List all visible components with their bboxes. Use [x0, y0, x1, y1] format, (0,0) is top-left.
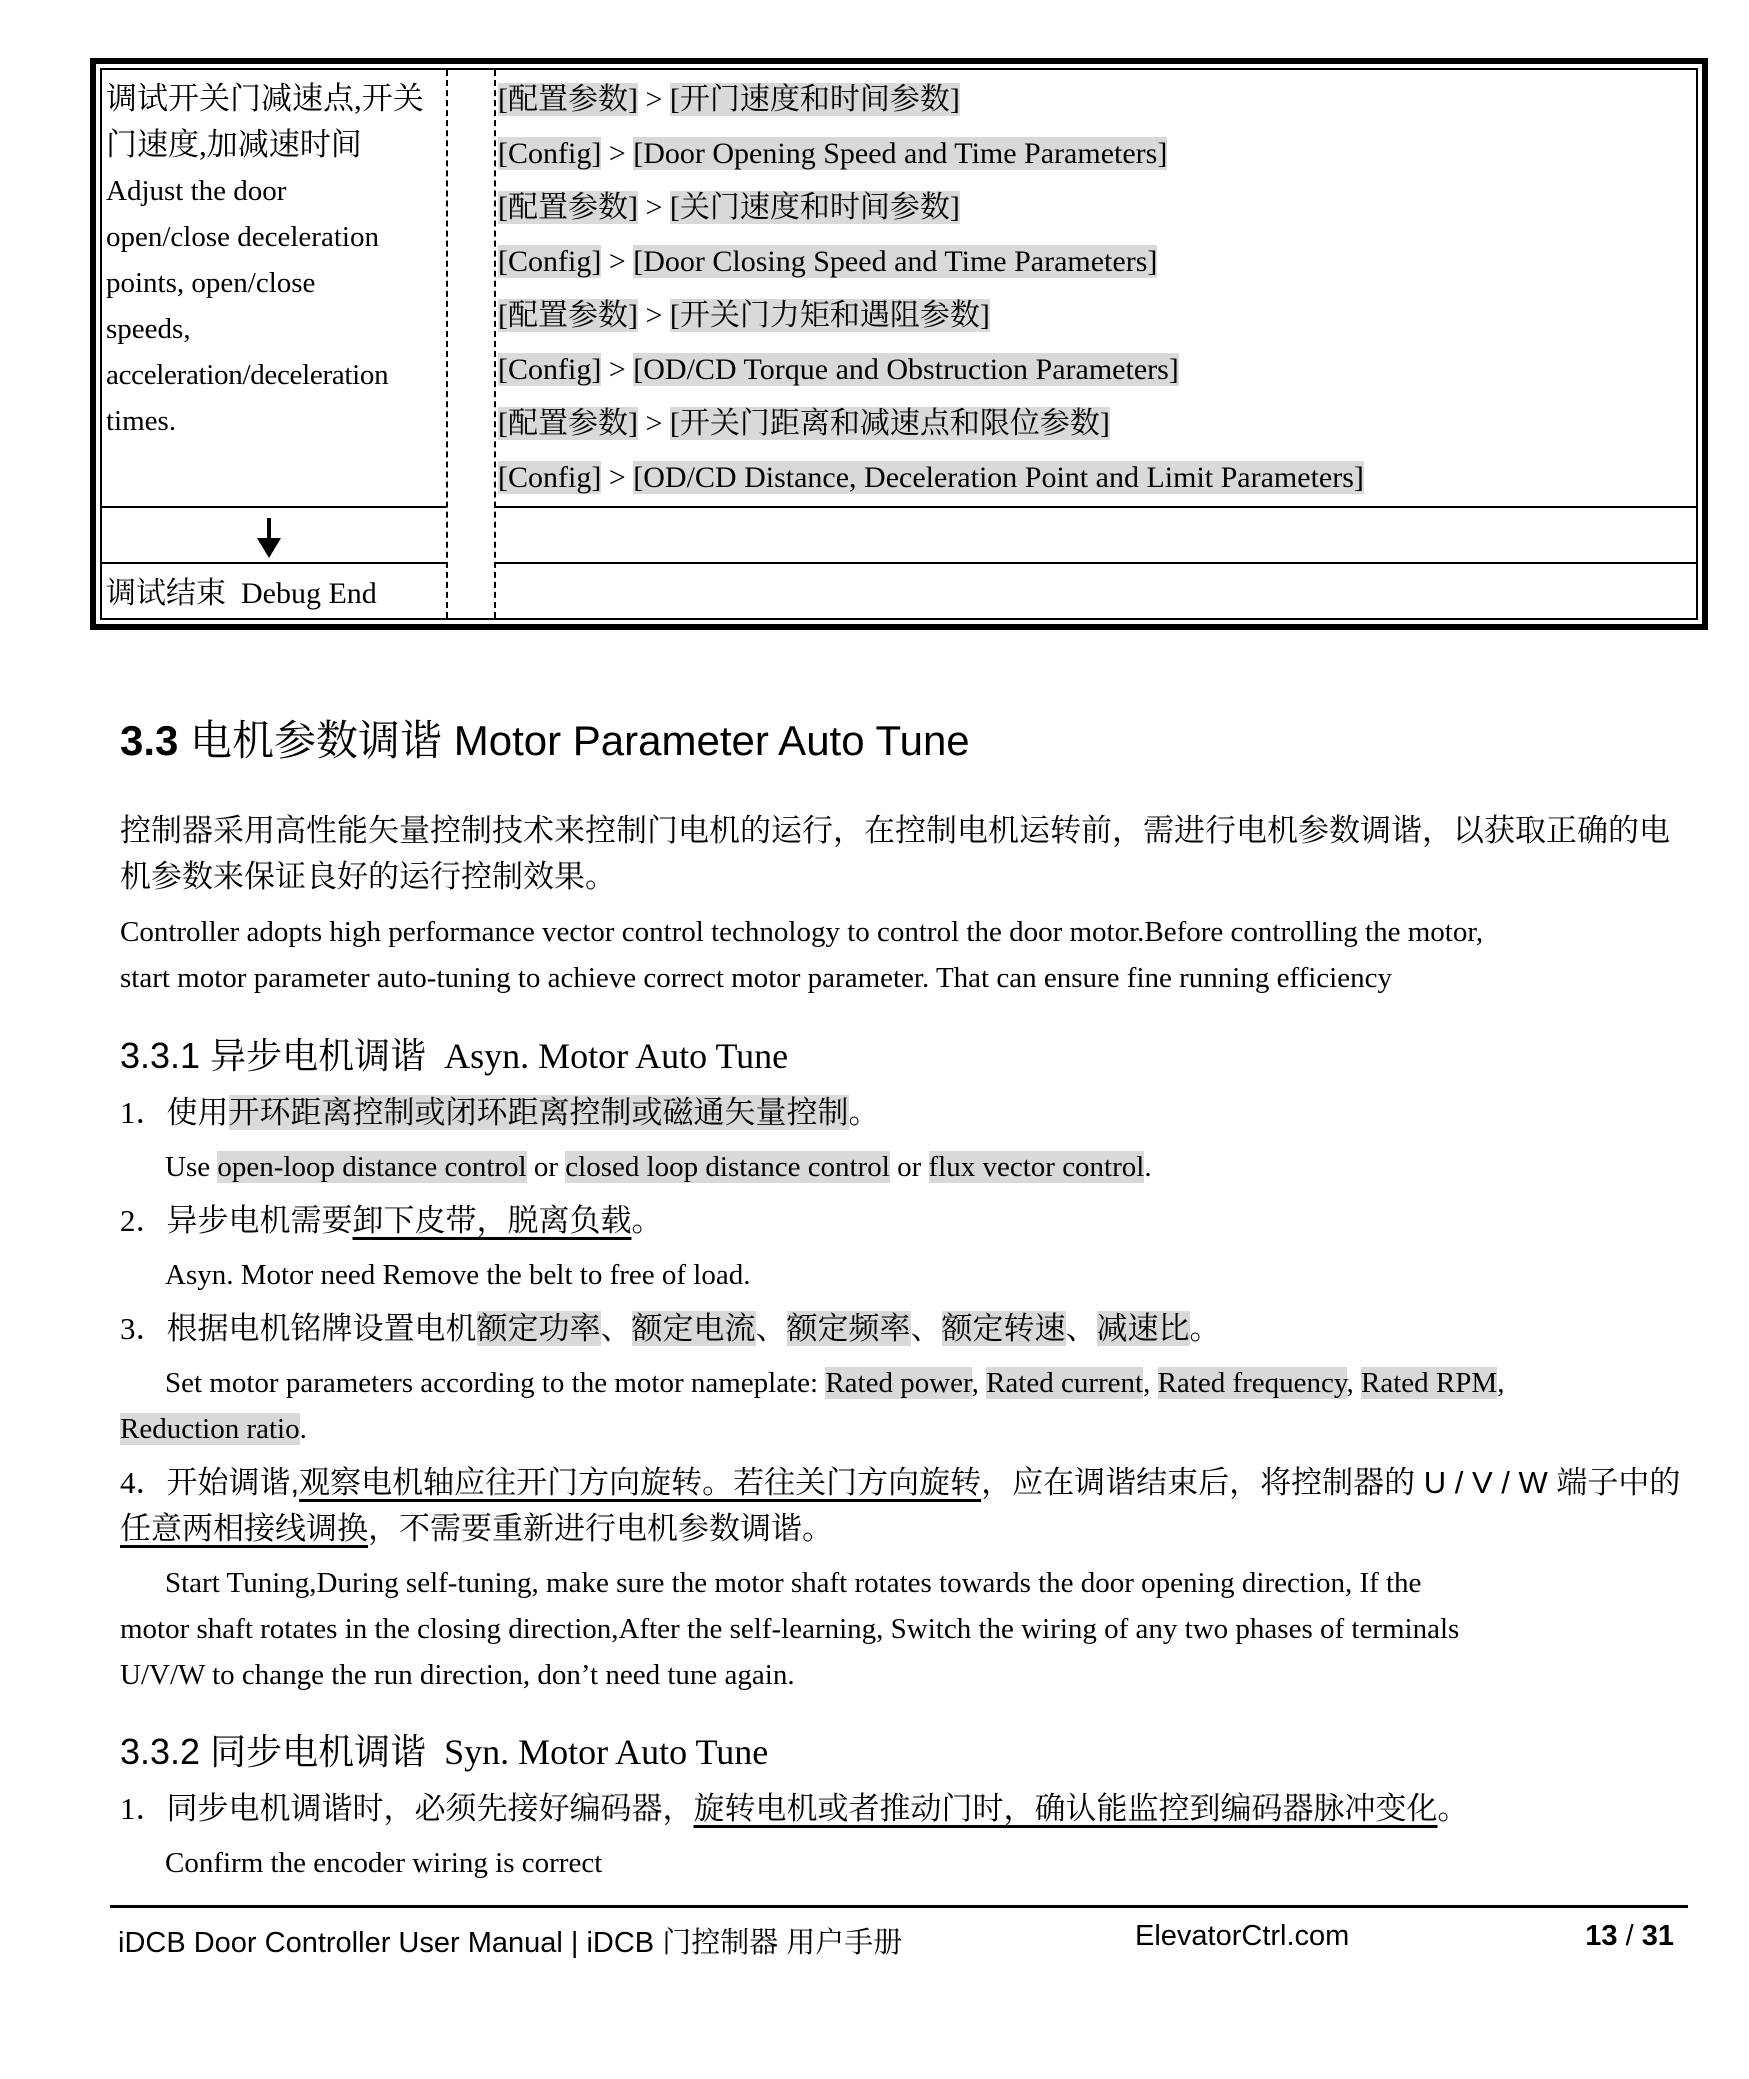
step-en-line: open/close deceleration — [106, 221, 379, 253]
step-description-cell — [106, 76, 446, 444]
asyn-step-4-cn: 4．开始调谐,观察电机轴应往开门方向旋转。若往关门方向旋转，应在调谐结束后，将控制器的 U / V / W 端子中的 任意两相接线调换，不需要重新进行电机参数调谐。 — [120, 1465, 1681, 1546]
section-3-3-1-heading: 3.3.1 异步电机调谐 Asyn. Motor Auto Tune — [120, 1035, 789, 1076]
parameter-path-list — [498, 74, 1686, 506]
step-en-line: times. — [106, 405, 177, 437]
procedure-table-inner — [100, 68, 1698, 620]
step-en-line: acceleration/deceleration — [106, 359, 389, 391]
footer-website: ElevatorCtrl.com — [1135, 1920, 1350, 1952]
debug-end-label: 调试结束 Debug End — [106, 577, 377, 610]
syn-step-1-cn: 1．同步电机调谐时，必须先接好编码器，旋转电机或者推动门时，确认能监控到编码器脉冲变化。 — [120, 1791, 1469, 1826]
section-3-3-en-paragraph: Controller adopts high performance vector control technology to control the door motor.Before controlling the motor, start motor parameter auto-tuning to achieve correct motor parameter. That can ensure fine running efficiency — [120, 916, 1484, 994]
asyn-step-2-cn: 2．异步电机需要卸下皮带，脱离负载。 — [120, 1203, 663, 1238]
asyn-step-2-en: Asyn. Motor need Remove the belt to free of load. — [165, 1259, 751, 1291]
param-path-row: [Config] > [OD/CD Distance, Deceleration Point and Limit Parameters] — [498, 461, 1364, 494]
section-3-3-cn-paragraph: 控制器采用高性能矢量控制技术来控制门电机的运行，在控制电机运转前，需进行电机参数调谐，以获取正确的电 机参数来保证良好的运行控制效果。 — [120, 813, 1670, 894]
column-divider-1 — [446, 70, 448, 618]
asyn-step-1-en: Use open-loop distance control or closed loop distance control or flux vector control. — [165, 1151, 1152, 1183]
step-cn-line: 调试开关门减速点,开关 — [106, 81, 424, 116]
footer-rule — [110, 1905, 1688, 1908]
param-path-row: [Config] > [OD/CD Torque and Obstruction Parameters] — [498, 353, 1179, 386]
syn-step-1-en: Confirm the encoder wiring is correct — [165, 1847, 603, 1879]
column-divider-2 — [494, 70, 496, 618]
step-en-line: Adjust the door — [106, 175, 287, 207]
arrow-down-icon — [254, 516, 284, 560]
param-path-row: [Config] > [Door Closing Speed and Time Parameters] — [498, 245, 1158, 278]
param-path-row: [配置参数] > [关门速度和时间参数] — [498, 191, 960, 224]
row-divider-right-1 — [494, 506, 1696, 508]
param-path-row: [配置参数] > [开门速度和时间参数] — [498, 83, 960, 116]
step-en-line: speeds, — [106, 313, 191, 345]
asyn-step-3-en: Set motor parameters according to the motor nameplate: Rated power, Rated current, Rated frequency, Rated RPM, Reduction ratio. — [120, 1367, 1505, 1445]
row-divider-right-2 — [494, 562, 1696, 564]
asyn-step-3-cn: 3．根据电机铭牌设置电机额定功率、额定电流、额定频率、额定转速、减速比。 — [120, 1311, 1221, 1346]
section-3-3-2-heading: 3.3.2 同步电机调谐 Syn. Motor Auto Tune — [120, 1731, 769, 1772]
step-cn-line: 门速度,加减速时间 — [106, 127, 362, 162]
footer-manual-title: iDCB Door Controller User Manual | iDCB 门控制器 用户手册 — [118, 1927, 903, 1959]
footer-page-number: 13 / 31 — [1585, 1920, 1674, 1952]
row-divider-left-1 — [102, 506, 446, 508]
section-3-3-heading: 3.3 电机参数调谐 Motor Parameter Auto Tune — [120, 717, 970, 764]
asyn-step-4-en: Start Tuning,During self-tuning, make sure the motor shaft rotates towards the door opening direction, If the motor shaft rotates in the closing direction,After the self-learning, Switch the wiring of any two phases of terminals U/V/W to change the run direction, don’t need tune again. — [120, 1567, 1460, 1691]
asyn-step-1-cn: 1．使用开环距离控制或闭环距离控制或磁通矢量控制。 — [120, 1095, 880, 1130]
param-path-row: [配置参数] > [开关门距离和减速点和限位参数] — [498, 407, 1110, 440]
procedure-table — [90, 58, 1708, 630]
param-path-row: [Config] > [Door Opening Speed and Time Parameters] — [498, 137, 1168, 170]
row-divider-left-2 — [102, 562, 446, 564]
param-path-row: [配置参数] > [开关门力矩和遇阻参数] — [498, 299, 990, 332]
step-en-line: points, open/close — [106, 267, 316, 299]
